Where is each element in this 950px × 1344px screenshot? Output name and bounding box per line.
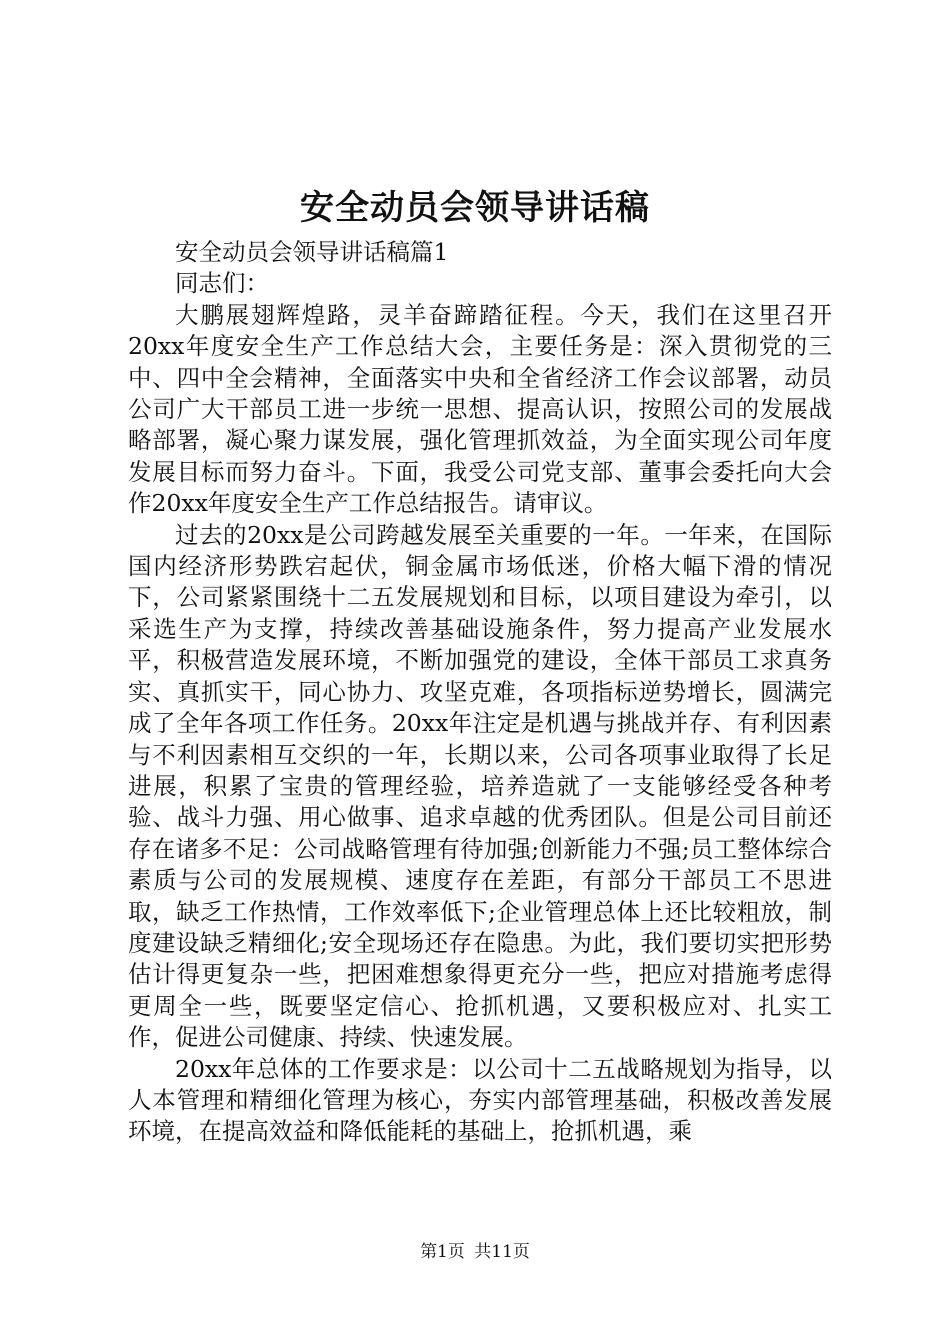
document-body [128,237,832,1148]
page-total: 共11页 [474,1242,530,1262]
paragraph-opening: 大鹏展翅辉煌路，灵羊奋蹄踏征程。今天，我们在这里召开20xx年度安全生产工作总结大会，主要任务是：深入贯彻党的三中、四中全会精神，全面落实中央和全省经济工作会议部署，动员公司广大干部员工进一步统一思想、提高认识，按照公司的发展战略部署，凝心聚力谋发展，强化管理抓效益，为全面实现公司年度发展目标而努力奋斗。下面，我受公司党支部、董事会委托向大会作20xx年度安全生产工作总结报告。请审议。 [128,300,832,518]
document-title: 安全动员会领导讲话稿 [300,188,650,228]
salutation: 同志们： [175,269,269,298]
section-heading: 安全动员会领导讲话稿篇1 [175,238,449,266]
paragraph-requirements: 20xx年总体的工作要求是：以公司十二五战略规划为指导，以人本管理和精细化管理为核心，夯实内部管理基础，积极改善发展环境，在提高效益和降低能耗的基础上，抢抓机遇，乘 [128,1054,832,1146]
page-footer [0,1240,950,1264]
page-number: 第1页 [420,1242,465,1262]
paragraph-review: 过去的20xx是公司跨越发展至关重要的一年。一年来，在国际国内经济形势跌宕起伏，铜金属市场低迷，价格大幅下滑的情况下，公司紧紧围绕十二五发展规划和目标，以项目建设为牵引，以采选生产为支撑，持续改善基础设施条件，努力提高产业发展水平，积极营造发展环境，不断加强党的建设，全体干部员工求真务实、真抓实干，同心协力、攻坚克难，各项指标逆势增长，圆满完成了全年各项工作任务。20xx年注定是机遇与挑战并存、有利因素与不利因素相互交织的一年，长期以来，公司各项事业取得了长足进展，积累了宝贵的管理经验，培养造就了一支能够经受各种考验、战斗力强、用心做事、追求卓越的优秀团队。但是公司目前还存在诸多不足：公司战略管理有待加强;创新能力不强;员工整体综合素质与公司的发展规模、速度存在差距，有部分干部员工不思进取，缺乏工作热情，工作效率低下;企业管理总体上还比较粗放，制度建设缺乏精细化;安全现场还存在隐患。为此，我们要切实把形势估计得更复杂一些，把困难想象得更充分一些，把应对措施考虑得更周全一些，既要坚定信心、抢抓机遇，又要积极应对、扎实工作，促进公司健康、持续、快速发展。 [128,520,832,1052]
